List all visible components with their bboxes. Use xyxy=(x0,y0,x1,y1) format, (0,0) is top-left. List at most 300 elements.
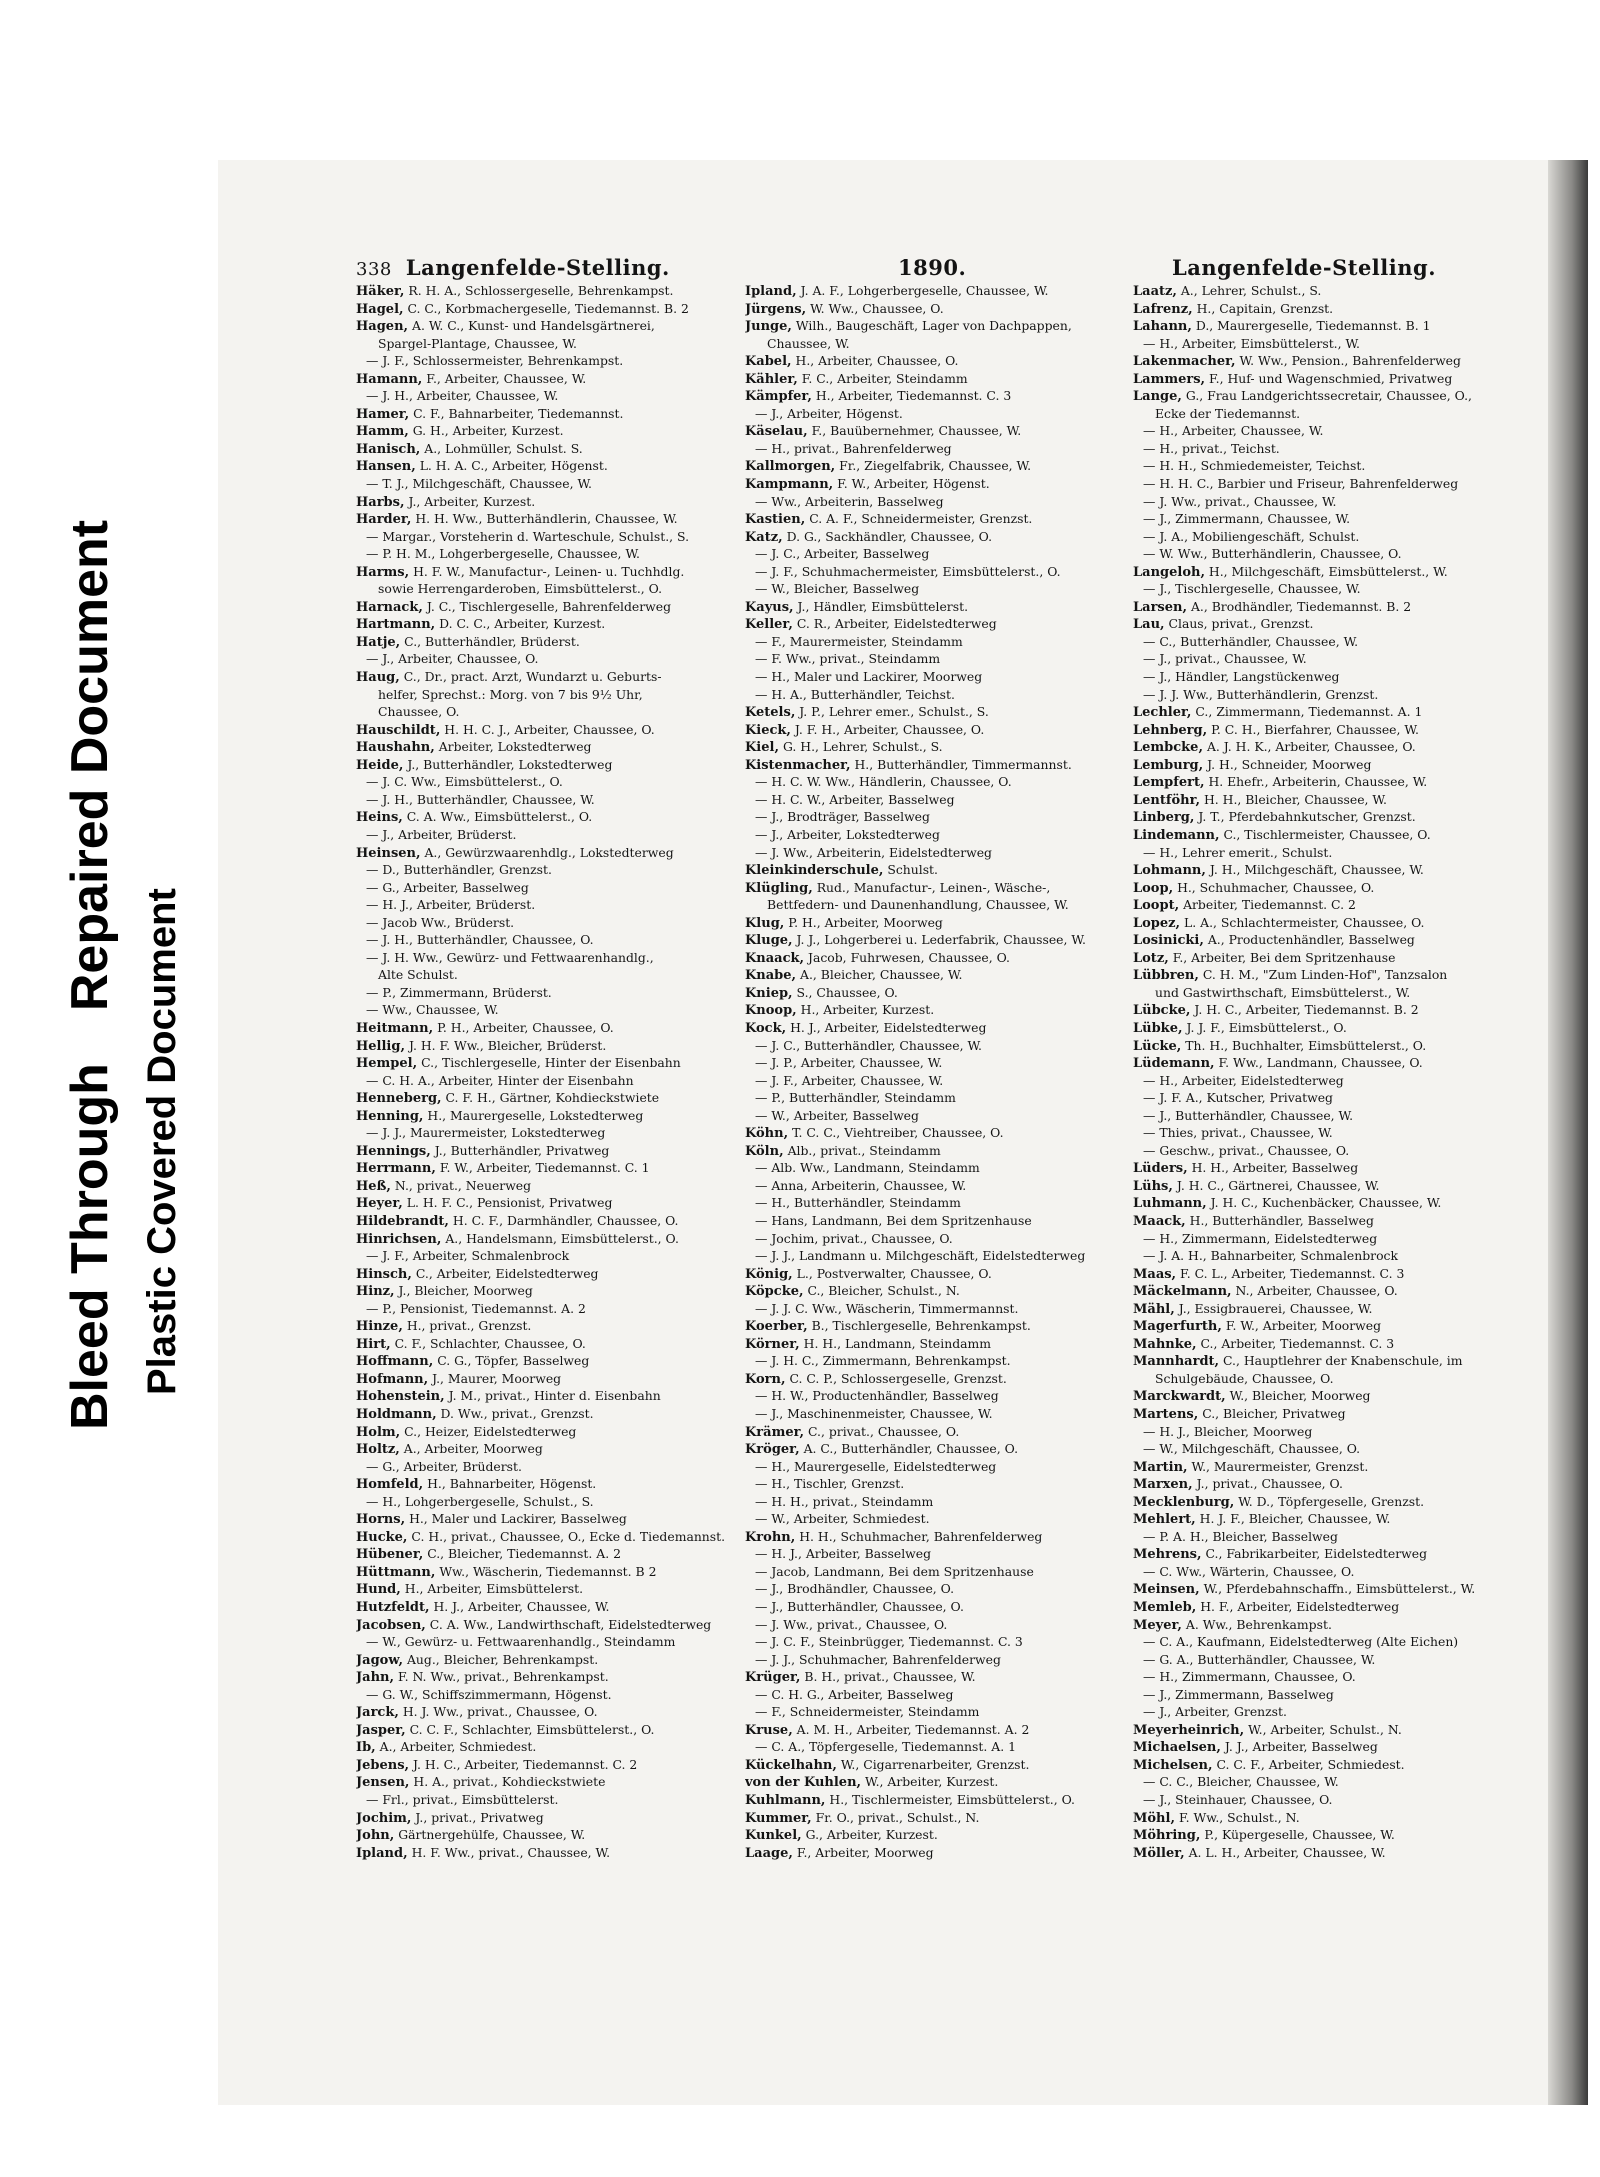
entry-details: H. C. F., Darmhändler, Chaussee, O. xyxy=(452,1212,679,1228)
entry-details: F., Bauübernehmer, Chaussee, W. xyxy=(811,423,1022,439)
entry-surname: Lammers, xyxy=(1133,371,1206,387)
directory-entry xyxy=(745,300,1135,318)
entry-surname: Möhring, xyxy=(1133,1828,1201,1844)
entry-details: Arbeiter, Lokstedterweg xyxy=(438,739,592,755)
entry-details: A. J. H. K., Arbeiter, Chaussee, O. xyxy=(1206,739,1416,755)
directory-entry xyxy=(356,282,746,300)
entry-surname: Linberg, xyxy=(1133,810,1195,826)
directory-entry xyxy=(356,738,746,756)
directory-entry: — J. C., Arbeiter, Basselweg xyxy=(755,546,930,562)
bleed-through-label xyxy=(60,520,120,1430)
directory-entry xyxy=(356,493,746,511)
entry-details: Ww., Wäscherin, Tiedemannst. B 2 xyxy=(439,1563,657,1579)
entry-details: A. L. H., Arbeiter, Chaussee, W. xyxy=(1188,1844,1386,1860)
entry-surname: Haushahn, xyxy=(356,740,435,756)
directory-entry xyxy=(1133,931,1523,949)
entry-details: H., Schuhmacher, Chaussee, O. xyxy=(1177,879,1375,895)
directory-entry: — Margar., Vorsteherin d. Warteschule, Schulst., S. xyxy=(366,528,690,544)
entry-details: H., Maurergeselle, Lokstedterweg xyxy=(427,1107,644,1123)
entry-details: B. H., privat., Chaussee, W. xyxy=(804,1669,976,1685)
directory-entry xyxy=(745,879,1135,897)
directory-entry: — J. F., Arbeiter, Schmalenbrock xyxy=(366,1248,570,1264)
entry-details: H., Arbeiter, Kurzest. xyxy=(800,1002,935,1018)
directory-entry xyxy=(745,1142,1135,1160)
entry-surname: Möller, xyxy=(1133,1845,1185,1861)
entry-surname: Lembcke, xyxy=(1133,740,1203,756)
entry-surname: Hellig, xyxy=(356,1038,405,1054)
entry-details: C. C. F., Arbeiter, Schmiedest. xyxy=(1216,1756,1405,1772)
entry-details: S., Chaussee, O. xyxy=(796,984,898,1000)
directory-entry xyxy=(1133,1826,1523,1844)
entry-surname: Krüger, xyxy=(745,1670,801,1686)
entry-surname: Hatje, xyxy=(356,634,401,650)
entry-details: G., Arbeiter, Kurzest. xyxy=(805,1827,938,1843)
entry-details: J. J. F., Eimsbüttelerst., O. xyxy=(1186,1019,1347,1035)
entry-details: C., Bleicher, Privatweg xyxy=(1202,1406,1346,1421)
entry-surname: Katz, xyxy=(745,529,783,545)
entry-surname: Laage, xyxy=(745,1845,793,1861)
directory-entry: Bettfedern- und Daunenhandlung, Chaussee, W. xyxy=(767,897,1069,913)
entry-surname: von der Kuhlen, xyxy=(745,1775,862,1791)
entry-details: H., Arbeiter, Chaussee, O. xyxy=(795,353,959,369)
entry-surname: Lotz, xyxy=(1133,950,1169,966)
directory-entry xyxy=(356,808,746,826)
directory-entry xyxy=(356,422,746,440)
directory-entry xyxy=(745,1809,1135,1827)
entry-details: A., Handelsmann, Eimsbüttelerst., O. xyxy=(445,1230,679,1246)
directory-entry xyxy=(356,1317,746,1335)
entry-surname: Mannhardt, xyxy=(1133,1354,1220,1370)
directory-entry xyxy=(1133,879,1523,897)
directory-entry: — H., Zimmermann, Eidelstedterweg xyxy=(1143,1230,1378,1246)
directory-entry xyxy=(1133,1844,1523,1862)
entry-surname: Heins, xyxy=(356,810,403,826)
directory-entry xyxy=(1133,1265,1523,1283)
entry-details: Th. H., Buchhalter, Eimsbüttelerst., O. xyxy=(1185,1037,1427,1053)
entry-details: H. H., Landmann, Steindamm xyxy=(803,1335,992,1351)
directory-entry xyxy=(356,756,746,774)
entry-surname: Kastien, xyxy=(745,512,806,528)
entry-details: C. R., Arbeiter, Eidelstedterweg xyxy=(796,616,997,632)
directory-entry: — J., privat., Chaussee, W. xyxy=(1143,651,1307,667)
entry-surname: Jasper, xyxy=(356,1722,406,1738)
directory-entry: — H. C. W., Arbeiter, Basselweg xyxy=(755,791,955,807)
right-running-head: Langenfelde-Stelling. xyxy=(1172,255,1437,280)
directory-entry xyxy=(745,1528,1135,1546)
directory-entry xyxy=(356,633,746,651)
entry-surname: Loopt, xyxy=(1133,898,1180,914)
directory-entry: — J., Tischlergeselle, Chaussee, W. xyxy=(1143,581,1361,597)
entry-surname: Lange, xyxy=(1133,389,1182,405)
entry-details: H., Capitain, Grenzst. xyxy=(1196,300,1334,316)
directory-entry xyxy=(356,563,746,581)
directory-entry xyxy=(1133,1037,1523,1055)
entry-surname: Hohenstein, xyxy=(356,1389,445,1405)
directory-entry: — J. H., Butterhändler, Chaussee, W. xyxy=(366,791,595,807)
directory-entry xyxy=(1133,721,1523,739)
directory-entry xyxy=(745,352,1135,370)
directory-entry: — J., Maschinenmeister, Chaussee, W. xyxy=(755,1406,993,1421)
directory-entry: — G., Arbeiter, Basselweg xyxy=(366,879,529,895)
directory-entry xyxy=(356,1107,746,1125)
entry-surname: Larsen, xyxy=(1133,599,1187,615)
entry-details: H., Maler und Lackirer, Basselweg xyxy=(409,1511,627,1527)
entry-surname: Lehnberg, xyxy=(1133,722,1208,738)
directory-entry: — J. F., Schuhmachermeister, Eimsbüttelerst., O. xyxy=(755,563,1061,579)
directory-entry xyxy=(1133,1458,1523,1476)
directory-entry xyxy=(356,721,746,739)
entry-surname: Kähler, xyxy=(745,371,798,387)
directory-entry xyxy=(356,598,746,616)
entry-details: H. H., Bleicher, Chaussee, W. xyxy=(1203,791,1387,807)
directory-entry xyxy=(745,598,1135,616)
directory-entry xyxy=(745,282,1135,300)
entry-details: J. H. C., Kuchenbäcker, Chaussee, W. xyxy=(1210,1195,1442,1211)
directory-entry xyxy=(1133,808,1523,826)
directory-entry xyxy=(745,1001,1135,1019)
entry-details: F., Arbeiter, Chaussee, W. xyxy=(426,370,587,386)
directory-entry: — H., Lehrer emerit., Schulst. xyxy=(1143,844,1333,860)
directory-entry: sowie Herrengarderoben, Eimsbüttelerst., O. xyxy=(378,581,663,597)
entry-details: C., Arbeiter, Eidelstedterweg xyxy=(415,1265,599,1281)
entry-details: A., Arbeiter, Schmiedest. xyxy=(379,1739,537,1755)
entry-details: H. H. Ww., Butterhändlerin, Chaussee, W. xyxy=(415,511,678,527)
directory-entry: — H., Butterhändler, Steindamm xyxy=(755,1195,961,1211)
directory-entry xyxy=(745,931,1135,949)
directory-entry: — H., Tischler, Grenzst. xyxy=(755,1476,905,1492)
directory-entry: helfer, Sprechst.: Morg. von 7 bis 9½ Uhr, xyxy=(378,686,643,702)
entry-surname: Henning, xyxy=(356,1108,424,1124)
entry-surname: Hansen, xyxy=(356,459,416,475)
directory-entry xyxy=(745,756,1135,774)
directory-entry: — Ww., Arbeiterin, Basselweg xyxy=(755,493,944,509)
left-running-head xyxy=(356,255,670,280)
directory-entry: und Gastwirthschaft, Eimsbüttelerst., W. xyxy=(1155,984,1411,1000)
directory-entry: — H., Maurergeselle, Eidelstedterweg xyxy=(755,1458,997,1474)
entry-details: J. H. F. Ww., Bleicher, Brüderst. xyxy=(408,1037,607,1053)
entry-details: B., Tischlergeselle, Behrenkampst. xyxy=(811,1318,1031,1334)
entry-details: A., Arbeiter, Moorweg xyxy=(403,1441,543,1457)
entry-details: C. C. F., Schlachter, Eimsbüttelerst., O. xyxy=(409,1721,655,1737)
entry-surname: Köln, xyxy=(745,1143,784,1159)
directory-entry xyxy=(1133,1738,1523,1756)
entry-surname: Hamer, xyxy=(356,406,410,422)
directory-entry xyxy=(745,510,1135,528)
directory-entry xyxy=(1133,914,1523,932)
entry-details: W. Ww., Chaussee, O. xyxy=(810,300,944,316)
directory-entry: — J., Brodhändler, Chaussee, O. xyxy=(755,1581,955,1597)
entry-surname: Memleb, xyxy=(1133,1600,1197,1616)
directory-entry xyxy=(356,1423,746,1441)
directory-entry xyxy=(1133,896,1523,914)
entry-surname: Köhn, xyxy=(745,1126,789,1142)
entry-surname: Hagen, xyxy=(356,319,409,335)
directory-entry xyxy=(1133,1545,1523,1563)
entry-details: D. Ww., privat., Grenzst. xyxy=(440,1406,594,1421)
directory-entry xyxy=(1133,1387,1523,1405)
entry-details: C. F., Schlachter, Chaussee, O. xyxy=(394,1335,586,1351)
directory-entry: — Thies, privat., Chaussee, W. xyxy=(1143,1125,1333,1141)
directory-entry xyxy=(356,317,746,335)
directory-entry xyxy=(356,1142,746,1160)
entry-details: W., Maurermeister, Grenzst. xyxy=(1191,1458,1369,1474)
entry-surname: John, xyxy=(356,1828,395,1844)
entry-details: H., Bahnarbeiter, Högenst. xyxy=(427,1476,597,1492)
entry-details: C. A. F., Schneidermeister, Grenzst. xyxy=(809,511,1033,527)
directory-entry xyxy=(745,1317,1135,1335)
entry-surname: Mähl, xyxy=(1133,1301,1175,1317)
entry-surname: Körner, xyxy=(745,1336,800,1352)
entry-details: R. H. A., Schlossergeselle, Behrenkampst. xyxy=(408,283,674,298)
entry-surname: Knoop, xyxy=(745,1003,797,1019)
directory-entry: — J. P., Arbeiter, Chaussee, W. xyxy=(755,1055,943,1071)
entry-details: W. Ww., Pension., Bahrenfelderweg xyxy=(1239,353,1461,369)
entry-details: J. P., Lehrer emer., Schulst., S. xyxy=(799,704,989,720)
directory-entry: — J. J., Landmann u. Milchgeschäft, Eidelstedterweg xyxy=(755,1248,1086,1264)
directory-entry: — H. H., Schmiedemeister, Teichst. xyxy=(1143,458,1366,474)
directory-entry: — G. A., Butterhändler, Chaussee, W. xyxy=(1143,1651,1376,1667)
entry-details: Alb., privat., Steindamm xyxy=(787,1142,941,1158)
left-title: Langenfelde-Stelling. xyxy=(405,255,670,280)
directory-entry xyxy=(356,1844,746,1862)
directory-entry xyxy=(745,1124,1135,1142)
entry-surname: Kayus, xyxy=(745,599,794,615)
entry-details: Claus, privat., Grenzst. xyxy=(1168,616,1314,632)
directory-entry: — P., Zimmermann, Brüderst. xyxy=(366,984,552,1000)
directory-entry: — J., Zimmermann, Chaussee, W. xyxy=(1143,511,1351,527)
directory-entry: Ecke der Tiedemannst. xyxy=(1155,405,1301,421)
entry-surname: Lüders, xyxy=(1133,1161,1188,1177)
entry-surname: Hartmann, xyxy=(356,617,436,633)
entry-surname: Kückelhahn, xyxy=(745,1757,837,1773)
entry-details: A. M. H., Arbeiter, Tiedemannst. A. 2 xyxy=(796,1721,1030,1737)
directory-entry: — F., Schneidermeister, Steindamm xyxy=(755,1704,980,1720)
directory-entry xyxy=(745,1773,1135,1791)
entry-details: J., Butterhändler, Privatweg xyxy=(434,1142,610,1158)
entry-details: J., Essigbrauerei, Chaussee, W. xyxy=(1178,1300,1373,1316)
directory-entry: — H. H. C., Barbier und Friseur, Bahrenfelderweg xyxy=(1143,476,1459,492)
entry-details: H., Arbeiter, Eimsbüttelerst. xyxy=(404,1581,584,1597)
entry-details: A., Gewürzwaarenhdlg., Lokstedterweg xyxy=(424,844,674,860)
entry-surname: Kniep, xyxy=(745,985,793,1001)
directory-entry xyxy=(356,1580,746,1598)
entry-details: N., Arbeiter, Chaussee, O. xyxy=(1235,1283,1398,1299)
directory-column-2 xyxy=(745,282,1135,1861)
directory-entry xyxy=(745,721,1135,739)
entry-details: J. J., Lohgerberei u. Lederfabrik, Chaussee, W. xyxy=(796,932,1086,948)
entry-details: P. H., Arbeiter, Moorweg xyxy=(788,914,943,930)
entry-details: W., Arbeiter, Schulst., N. xyxy=(1248,1721,1402,1737)
directory-entry: — J. H., Butterhändler, Chaussee, O. xyxy=(366,932,594,948)
directory-entry xyxy=(1133,352,1523,370)
directory-entry xyxy=(1133,756,1523,774)
directory-entry xyxy=(356,844,746,862)
directory-entry: — G., Arbeiter, Brüderst. xyxy=(366,1458,522,1474)
entry-details: F. Ww., Schulst., N. xyxy=(1178,1809,1300,1825)
entry-details: L., Postverwalter, Chaussee, O. xyxy=(796,1265,992,1281)
directory-entry: — J. Ww., privat., Chaussee, W. xyxy=(1143,493,1337,509)
directory-entry: Spargel-Plantage, Chaussee, W. xyxy=(378,335,577,351)
directory-entry xyxy=(745,1844,1135,1862)
entry-details: G. H., Arbeiter, Kurzest. xyxy=(412,423,564,439)
directory-entry xyxy=(1133,1019,1523,1037)
directory-entry xyxy=(1133,1580,1523,1598)
entry-surname: Kruse, xyxy=(745,1722,793,1738)
entry-surname: Lakenmacher, xyxy=(1133,354,1236,370)
directory-entry: — H. C. W. Ww., Händlerin, Chaussee, O. xyxy=(755,774,1012,790)
entry-details: H., Arbeiter, Tiedemannst. C. 3 xyxy=(815,388,1012,404)
directory-entry: — J. F. A., Kutscher, Privatweg xyxy=(1143,1090,1333,1106)
entry-surname: Ib, xyxy=(356,1740,376,1756)
directory-entry: — H., Maler und Lackirer, Moorweg xyxy=(755,669,983,685)
directory-entry: — T. J., Milchgeschäft, Chaussee, W. xyxy=(366,476,592,492)
entry-details: H. J., Arbeiter, Chaussee, W. xyxy=(433,1599,610,1615)
entry-surname: Keller, xyxy=(745,617,793,633)
entry-surname: Hempel, xyxy=(356,1056,418,1072)
repaired-document-text: Repaired Document xyxy=(61,519,119,1012)
directory-entry xyxy=(745,1826,1135,1844)
entry-details: Arbeiter, Tiedemannst. C. 2 xyxy=(1183,897,1356,913)
entry-details: Jacob, Fuhrwesen, Chaussee, O. xyxy=(808,949,1010,965)
entry-surname: Hund, xyxy=(356,1582,401,1598)
directory-entry xyxy=(1133,563,1523,581)
entry-surname: Lindemann, xyxy=(1133,827,1220,843)
directory-entry xyxy=(745,422,1135,440)
entry-surname: Lübcke, xyxy=(1133,1003,1191,1019)
directory-entry xyxy=(356,1387,746,1405)
entry-details: L. H. A. C., Arbeiter, Högenst. xyxy=(419,458,608,474)
directory-entry xyxy=(1133,1001,1523,1019)
directory-entry xyxy=(356,300,746,318)
directory-entry xyxy=(1133,1756,1523,1774)
entry-surname: Kleinkinderschule, xyxy=(745,863,884,879)
entry-surname: Kock, xyxy=(745,1020,787,1036)
entry-surname: Junge, xyxy=(745,319,792,335)
entry-surname: Herrmann, xyxy=(356,1161,436,1177)
directory-entry: — Frl., privat., Eimsbüttelerst. xyxy=(366,1792,559,1808)
directory-entry: — P. H. M., Lohgerbergeselle, Chaussee, W. xyxy=(366,546,640,562)
entry-details: H. A., privat., Kohdieckstwiete xyxy=(413,1774,606,1790)
entry-surname: Meyer, xyxy=(1133,1617,1182,1633)
entry-surname: Mecklenburg, xyxy=(1133,1494,1235,1510)
entry-details: J. H., Milchgeschäft, Chaussee, W. xyxy=(1209,862,1424,878)
directory-entry xyxy=(1133,317,1523,335)
directory-entry: — H. J., Arbeiter, Basselweg xyxy=(755,1546,932,1562)
entry-surname: Heß, xyxy=(356,1178,391,1194)
directory-entry xyxy=(1133,1493,1523,1511)
entry-surname: Klug, xyxy=(745,915,785,931)
entry-details: Rud., Manufactur-, Leinen-, Wäsche-, xyxy=(816,879,1051,895)
directory-entry: — J., Brodträger, Basselweg xyxy=(755,809,930,825)
directory-entry: — J., Steinhauer, Chaussee, O. xyxy=(1143,1792,1333,1808)
entry-details: F. N. Ww., privat., Behrenkampst. xyxy=(397,1669,609,1685)
directory-entry xyxy=(356,1773,746,1791)
directory-entry: — P., Pensionist, Tiedemannst. A. 2 xyxy=(366,1300,586,1316)
entry-surname: Marxen, xyxy=(1133,1477,1193,1493)
entry-details: H. F., Arbeiter, Eidelstedterweg xyxy=(1200,1599,1400,1615)
entry-surname: Lechler, xyxy=(1133,705,1192,721)
directory-entry xyxy=(1133,773,1523,791)
entry-surname: Hirt, xyxy=(356,1336,391,1352)
entry-details: A. C., Butterhändler, Chaussee, O. xyxy=(803,1441,1019,1457)
directory-entry xyxy=(745,475,1135,493)
directory-entry xyxy=(356,1282,746,1300)
directory-entry: — C. H. A., Arbeiter, Hinter der Eisenbahn xyxy=(366,1072,634,1088)
entry-surname: Maack, xyxy=(1133,1213,1186,1229)
entry-surname: Jarck, xyxy=(356,1705,399,1721)
entry-details: J., Maurer, Moorweg xyxy=(432,1370,562,1386)
directory-entry xyxy=(1133,1159,1523,1177)
entry-surname: Mahnke, xyxy=(1133,1336,1197,1352)
entry-surname: Kabel, xyxy=(745,354,792,370)
directory-entry: — Anna, Arbeiterin, Chaussee, W. xyxy=(755,1177,967,1193)
entry-details: J. H., Schneider, Moorweg xyxy=(1207,756,1372,772)
entry-details: H. J. Ww., privat., Chaussee, O. xyxy=(402,1704,598,1720)
directory-entry xyxy=(356,370,746,388)
entry-surname: Heide, xyxy=(356,757,404,773)
entry-surname: Magerfurth, xyxy=(1133,1319,1222,1335)
entry-surname: Hildebrandt, xyxy=(356,1213,449,1229)
directory-entry: — J. Ww., privat., Chaussee, O. xyxy=(755,1616,948,1632)
entry-details: C., Dr., pract. Arzt, Wundarzt u. Geburts- xyxy=(403,669,662,685)
directory-entry xyxy=(745,1019,1135,1037)
directory-entry: — J. H., Arbeiter, Chaussee, W. xyxy=(366,388,559,404)
entry-surname: Hübener, xyxy=(356,1547,424,1563)
entry-details: J., Händler, Eimsbüttelerst. xyxy=(797,598,969,614)
entry-surname: Harbs, xyxy=(356,494,405,510)
entry-surname: Käselau, xyxy=(745,424,808,440)
entry-details: F. W., Arbeiter, Högenst. xyxy=(837,476,990,492)
directory-entry xyxy=(745,1668,1135,1686)
directory-entry: — Jacob Ww., Brüderst. xyxy=(366,914,515,930)
entry-surname: Hinze, xyxy=(356,1319,403,1335)
directory-entry: — W. Ww., Butterhändlerin, Chaussee, O. xyxy=(1143,546,1402,562)
directory-entry: — J., Zimmermann, Basselweg xyxy=(1143,1686,1334,1702)
entry-surname: Laatz, xyxy=(1133,284,1177,299)
entry-surname: Koerber, xyxy=(745,1319,808,1335)
directory-entry xyxy=(1133,1405,1523,1423)
directory-entry xyxy=(356,1668,746,1686)
entry-details: C., Bleicher, Tiedemannst. A. 2 xyxy=(427,1546,621,1562)
directory-entry: Chaussee, W. xyxy=(767,335,850,351)
entry-surname: Jacobsen, xyxy=(356,1617,426,1633)
directory-entry xyxy=(356,1194,746,1212)
directory-entry xyxy=(1133,1598,1523,1616)
entry-surname: Mäckelmann, xyxy=(1133,1284,1232,1300)
entry-details: C. C. P., Schlossergeselle, Grenzst. xyxy=(789,1370,1007,1386)
entry-surname: Lempfert, xyxy=(1133,775,1205,791)
entry-surname: Kunkel, xyxy=(745,1828,802,1844)
directory-entry xyxy=(1133,1335,1523,1353)
directory-entry: — F. Ww., privat., Steindamm xyxy=(755,651,941,667)
directory-entry xyxy=(356,1563,746,1581)
directory-entry xyxy=(745,1335,1135,1353)
entry-surname: Harder, xyxy=(356,512,412,528)
entry-details: J. H. C., Gärtnerei, Chaussee, W. xyxy=(1176,1177,1380,1193)
entry-surname: Hauschildt, xyxy=(356,722,441,738)
entry-surname: Hennings, xyxy=(356,1143,431,1159)
entry-details: D. C. C., Arbeiter, Kurzest. xyxy=(439,616,606,632)
directory-entry: — J., Butterhändler, Chaussee, O. xyxy=(755,1599,964,1615)
directory-entry xyxy=(356,1159,746,1177)
directory-entry xyxy=(745,370,1135,388)
entry-surname: Kampmann, xyxy=(745,477,834,493)
directory-entry: — J. J., Maurermeister, Lokstedterweg xyxy=(366,1125,606,1141)
entry-details: H., Tischlermeister, Eimsbüttelerst., O. xyxy=(829,1792,1075,1808)
entry-surname: Lohmann, xyxy=(1133,863,1206,879)
entry-surname: Ipland, xyxy=(745,284,797,299)
directory-entry xyxy=(1133,1352,1523,1370)
